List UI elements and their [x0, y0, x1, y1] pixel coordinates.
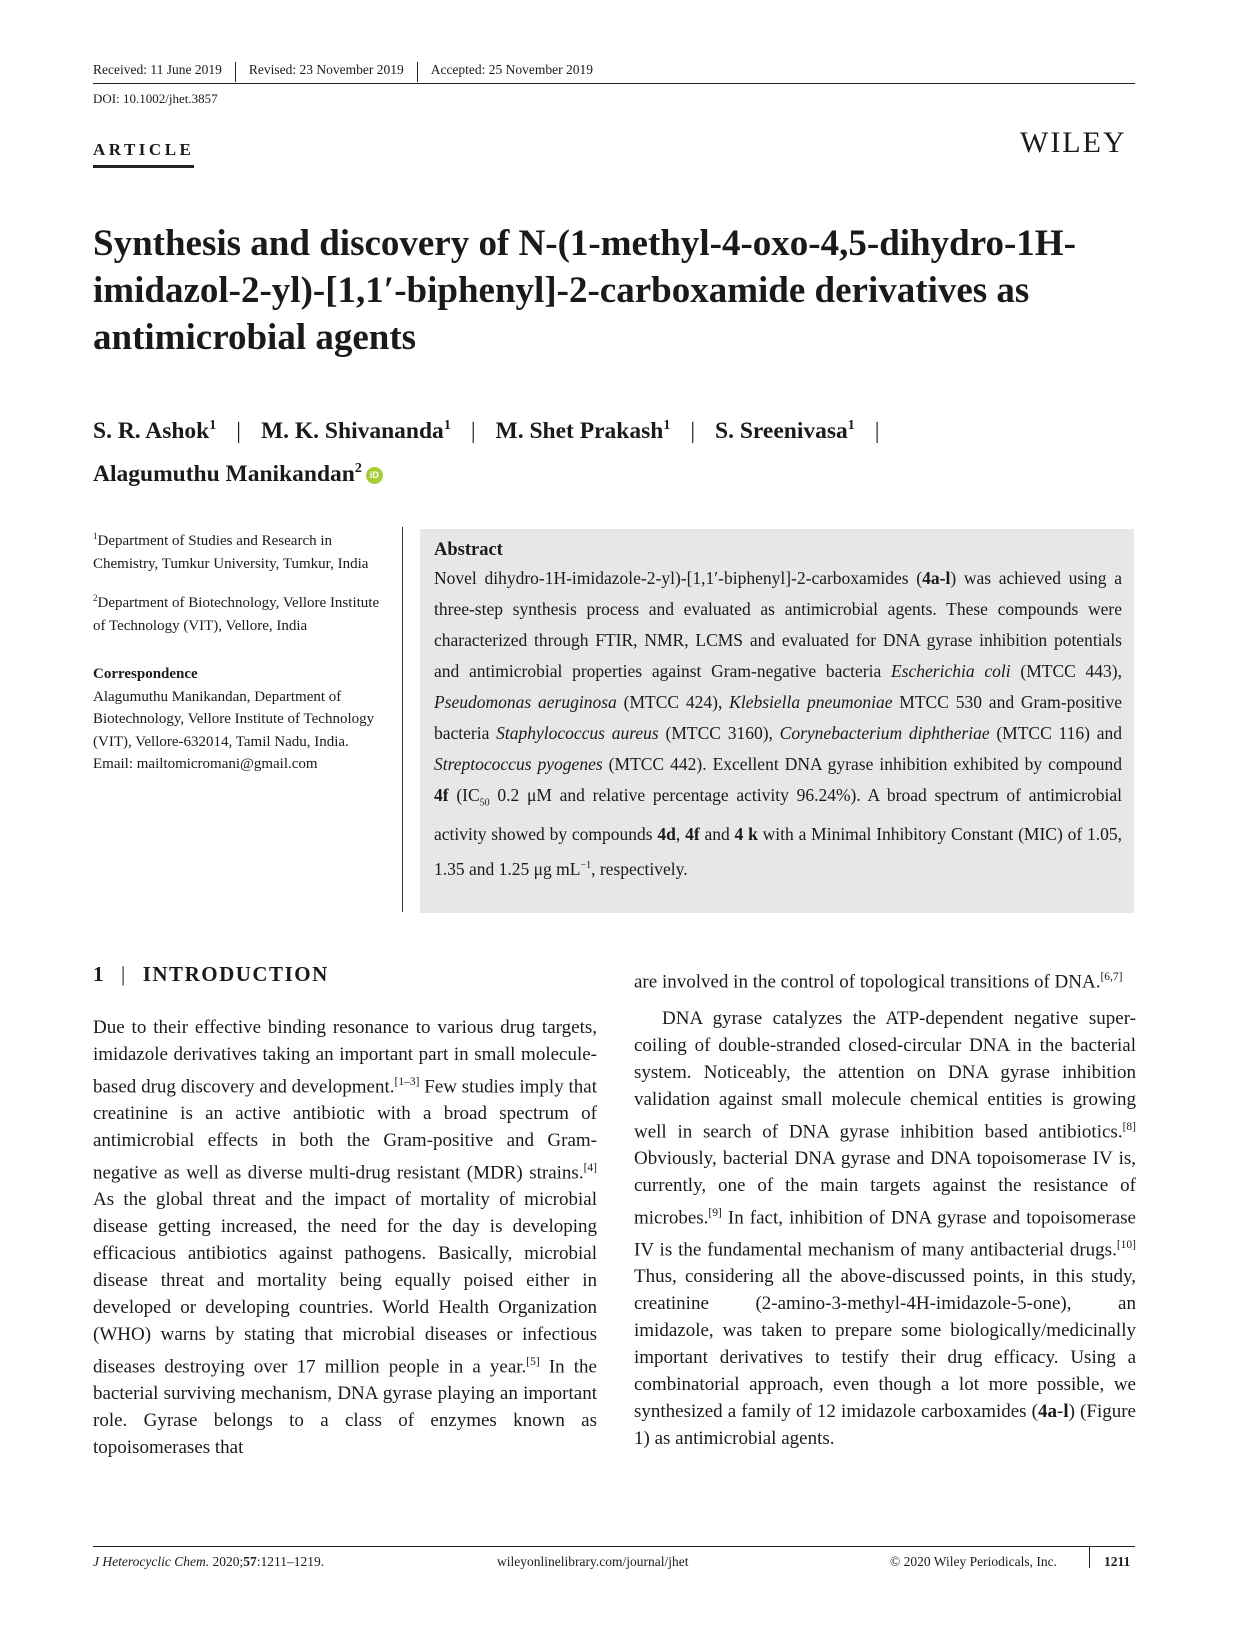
publication-dates	[93, 62, 619, 82]
footer-citation: J Heterocyclic Chem. 2020;57:1211–1219.	[93, 1554, 325, 1569]
section-label: ARTICLE	[93, 140, 194, 168]
section-heading-introduction: 1 | INTRODUCTION	[93, 962, 329, 986]
author[interactable]: M. K. Shivananda$^1$	[260, 417, 451, 444]
affiliations	[93, 525, 393, 776]
paragraph: are involved in the control of topological transitions of DNA.[6,7]	[634, 971, 1123, 993]
author-list: S. R. Ashok$^1$ | M. K. Shivananda$^1$ | M. Shet Prakash$^1$ | S. Sreenivasa$^1$ | Alagumuthu Manikandan$^2$ iD	[93, 417, 880, 487]
doi[interactable]: DOI: 10.1002/jhet.3857	[93, 91, 218, 106]
citation-link[interactable]: [6,7]	[1100, 971, 1123, 983]
abstract-heading: Abstract	[434, 540, 503, 560]
title-prime: ′	[383, 270, 395, 311]
body-left-column	[93, 1015, 597, 1461]
title-part-1: Synthesis and discovery of N-(1-methyl-4-oxo-4,5-dihydro-1H-imidazol-2-yl)-[1,1	[93, 223, 1076, 311]
affiliation-1: $^1$Department of Studies and Research in Chemistry, Tumkur University, Tumkur, India	[93, 531, 369, 572]
correspondence-text: Alagumuthu Manikandan, Department of Biotechnology, Vellore Institute of Technology (VIT), Vellore-632014, Tamil Nadu, India.	[93, 688, 375, 750]
paragraph: DNA gyrase catalyzes the ATP-dependent negative super-coiling of double-stranded closed-circular DNA in the bacterial system. Noticeably, the attention on DNA gyrase inhibition validation against small molecule chemical entities is growing well in search of DNA gyrase inhibition based antibiotics.[8] Obviously, bacterial DNA gyrase and DNA topoisomerase IV is, currently, one of the main targets against the resistance of microbes.[9] In fact, inhibition of DNA gyrase and topoisomerase IV is the fundamental mechanism of many antibacterial drugs.[10] Thus, considering all the above-discussed points, in this study, creatinine (2-amino-3-methyl-4H-imidazole-5-one), an imidazole, was taken to prepare some biologically/medicinally important derivatives to testify their drug efficacy. Using a combinatorial approach, even though a lot more possible, we synthesized a family of 12 imidazole carboxamides (4a-l) (Figure 1) as antimicrobial agents.	[634, 1008, 1136, 1449]
orcid-icon[interactable]: iD	[366, 467, 383, 484]
author[interactable]: S. Sreenivasa$^1$	[715, 417, 855, 444]
citation-link[interactable]: [5]	[526, 1355, 540, 1368]
paper-title	[93, 220, 1143, 361]
citation-link[interactable]: [9]	[708, 1206, 722, 1219]
correspondence-email[interactable]: Email: mailtomicromani@gmail.com	[93, 756, 318, 772]
footer-rule	[93, 1546, 1135, 1547]
footer-journal-url[interactable]: wileyonlinelibrary.com/journal/jhet	[497, 1554, 689, 1569]
title-part-2: -biphenyl]-2-carboxamide derivatives as antimicrobial agents	[93, 270, 1030, 358]
abstract-body: Abstract Novel dihydro-1H-imidazole-2-yl)-[1,1′-biphenyl]-2-carboxamides (4a-l) was achieved using a three-step synthesis process and evaluated as antimicrobial agents. These compounds were characterized through FTIR, NMR, LCMS and evaluated for DNA gyrase inhibition potentials and antimicrobial properties against Gram-negative bacteria Escherichia coli (MTCC 443), Pseudomonas aeruginosa (MTCC 424), Klebsiella pneumoniae MTCC 530 and Gram-positive bacteria Staphylococcus aureus (MTCC 3160), Corynebacterium diphtheriae (MTCC 116) and Streptococcus pyogenes (MTCC 442). Excellent DNA gyrase inhibition exhibited by compound 4f ($IC_{50}$ 0.2 μM and relative percentage activity 96.24%). A broad spectrum of antimicrobial activity showed by compounds 4d, 4f and 4 k with a Minimal Inhibitory Constant (MIC) of 1.05, 1.35 and 1.25 μg $mL^{-1}$, respectively.	[434, 537, 1122, 884]
abstract-divider	[402, 527, 403, 912]
revised-date: Revised: 23 November 2019	[249, 62, 418, 82]
citation-link[interactable]: [8]	[1122, 1120, 1136, 1133]
footer-divider	[1089, 1546, 1090, 1568]
header-rule	[93, 83, 1135, 84]
citation-link[interactable]: [4]	[583, 1161, 597, 1174]
author[interactable]: M. Shet Prakash$^1$	[495, 417, 671, 444]
citation-link[interactable]: [10]	[1116, 1239, 1136, 1252]
body-right-column	[634, 964, 1136, 1453]
affiliation-2: $^2$Department of Biotechnology, Vellore Institute of Technology (VIT), Vellore, India	[93, 593, 380, 634]
publisher-logo: WILEY	[1020, 126, 1127, 159]
page-number: 1211	[1104, 1554, 1131, 1569]
received-date: Received: 11 June 2019	[93, 62, 236, 82]
abstract-box	[420, 529, 1134, 913]
correspondence-heading: Correspondence	[93, 666, 198, 682]
footer-copyright: © 2020 Wiley Periodicals, Inc.	[890, 1554, 1057, 1569]
author[interactable]: Alagumuthu Manikandan$^2$	[93, 460, 362, 487]
citation-link[interactable]: [1–3]	[394, 1075, 420, 1088]
author[interactable]: S. R. Ashok$^1$	[93, 417, 217, 444]
accepted-date: Accepted: 25 November 2019	[430, 62, 594, 77]
paragraph: Due to their effective binding resonance to various drug targets, imidazole derivatives taking an important part in small molecule-based drug discovery and development.[1–3] Few studies imply that creatinine is an active antibiotic with a broad spectrum of antimicrobial effects in both the Gram-positive and Gram-negative as well as diverse multi-drug resistant (MDR) strains.[4] As the global threat and the impact of mortality of microbial disease getting increased, the need for the day is developing efficacious antibiotics against pathogens. Basically, microbial disease threat and mortality being equally poised either in developed or developing countries. World Health Organization (WHO) warns by stating that microbial diseases or infectious diseases destroying over 17 million people in a year.[5] In the bacterial surviving mechanism, DNA gyrase playing an important role. Gyrase belongs to a class of enzymes known as topoisomerases that	[93, 1017, 597, 1458]
